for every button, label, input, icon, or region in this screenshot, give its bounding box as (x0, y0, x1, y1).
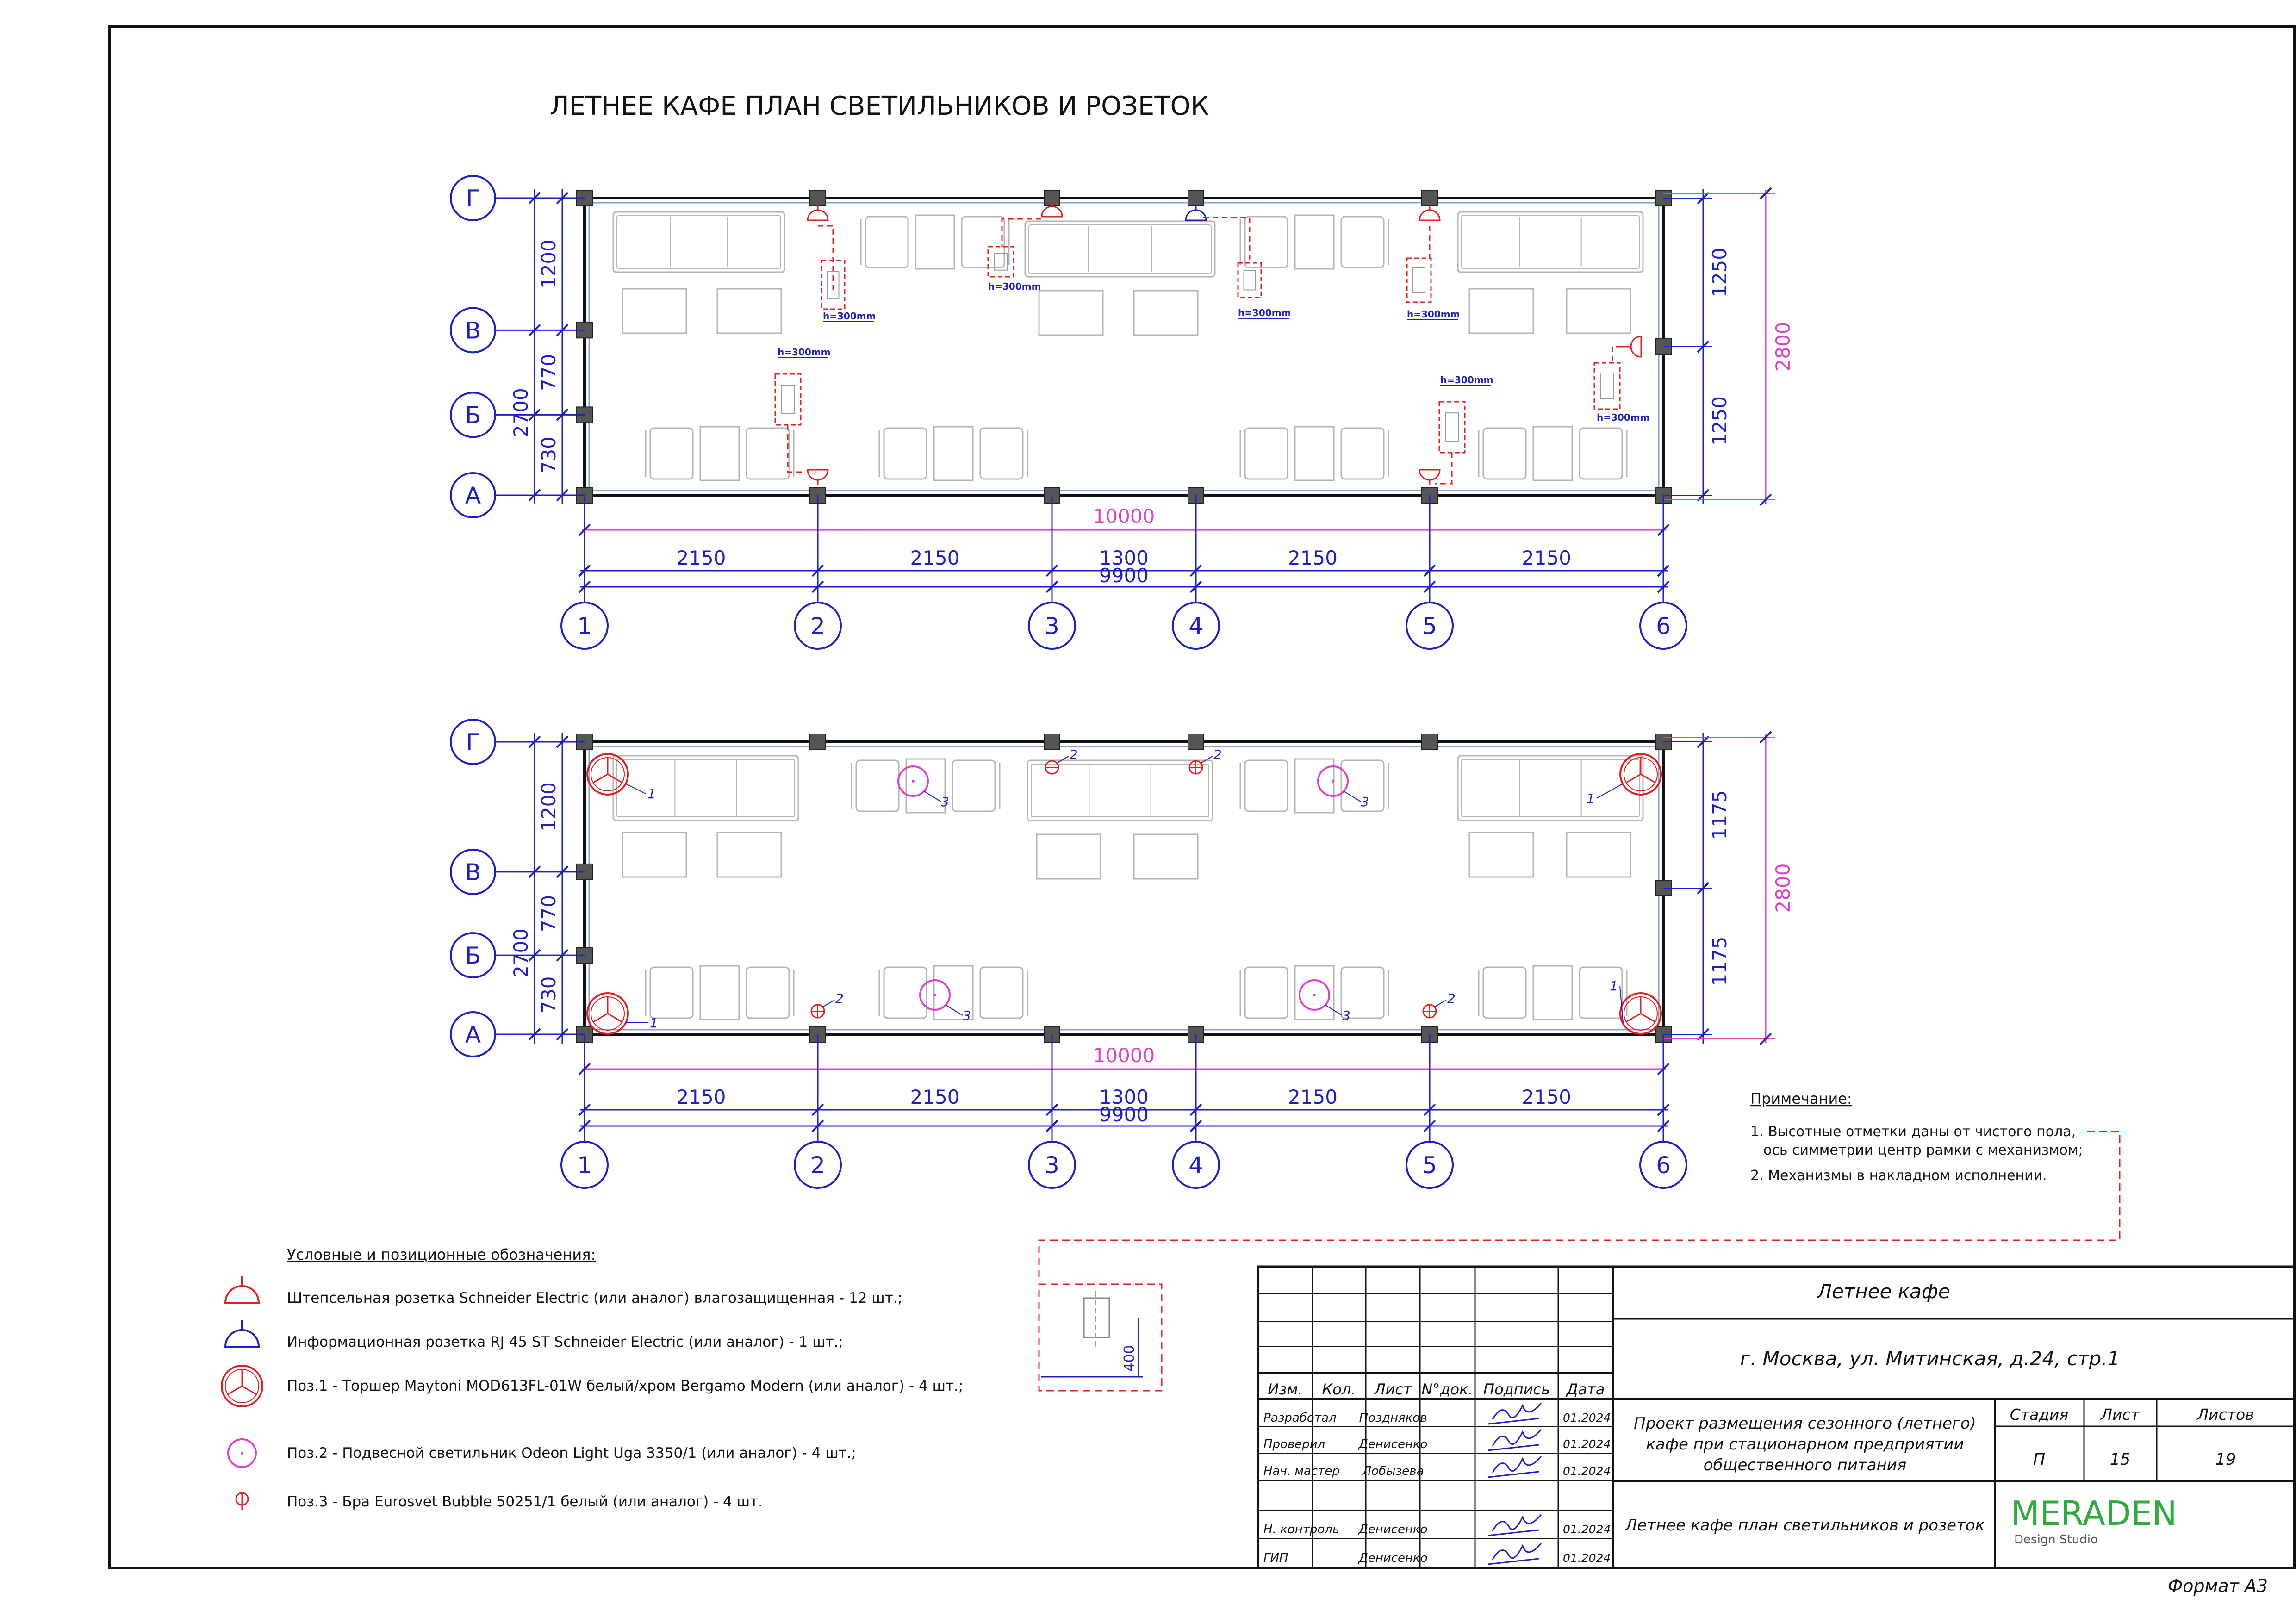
socket-box-icon (775, 374, 801, 425)
pendant-light-icon (1300, 980, 1350, 1023)
tb-signature (1488, 1543, 1541, 1564)
table (934, 427, 973, 480)
tb-project: Летнее кафе (1817, 1280, 1950, 1303)
table-set (1240, 427, 1388, 480)
coffee-table (1567, 833, 1630, 877)
dim-text: 2150 (676, 1086, 726, 1108)
socket-icon (808, 205, 828, 220)
leader (1597, 784, 1623, 798)
lamp-spoke (1641, 1014, 1655, 1022)
sofa-body (1458, 212, 1643, 272)
floor-lamp-icon (1610, 978, 1661, 1034)
position-tag: 3 (941, 794, 949, 809)
grid-label: 1 (577, 613, 592, 640)
chair (1483, 967, 1526, 1018)
column (1188, 190, 1204, 206)
grid-label: В (465, 858, 481, 886)
position-tag: 3 (1361, 794, 1369, 809)
legend-text: Поз.3 - Бра Eurosvet Bubble 50251/1 белый (или аналог) - 4 шт. (287, 1493, 763, 1510)
position-tag: 1 (650, 1015, 658, 1031)
tb-role: Нач. мастер (1263, 1464, 1340, 1478)
column (1044, 734, 1060, 750)
position-tag: 2 (1070, 747, 1078, 762)
grid-label: Г (466, 185, 480, 212)
dim-text: 770 (537, 354, 560, 391)
dim-text: 1250 (1708, 248, 1731, 297)
table-set (861, 215, 1009, 269)
legend-text: Поз.1 - Торшер Maytoni MOD613FL-01W белый/хром Bergamo Modern (или аналог) - 4 шт.; (287, 1378, 964, 1394)
overall-dim-text: 10000 (1093, 505, 1155, 528)
table (1533, 427, 1572, 480)
dim-text: 730 (537, 976, 560, 1014)
grid-label: 3 (1045, 613, 1059, 640)
chair (865, 217, 908, 267)
coffee-table (717, 289, 781, 333)
leader (946, 1005, 963, 1015)
cable (1002, 219, 1041, 247)
dim-text: 2150 (1522, 1086, 1571, 1108)
socket-box (1594, 363, 1620, 409)
tb-date: 01.2024 (1563, 1551, 1611, 1565)
socket-arc (1419, 210, 1440, 220)
socket-icon (1419, 205, 1440, 220)
floor-lamp-icon (1587, 754, 1661, 806)
grid-label: 6 (1656, 613, 1671, 640)
sockets-plan (451, 176, 1794, 649)
tb-signature (1488, 1430, 1541, 1450)
legend-item (228, 1439, 856, 1467)
height-label: h=300mm (1238, 307, 1291, 318)
tb-role: Разработал (1263, 1411, 1337, 1425)
socket-box (775, 374, 801, 425)
socket-box-inner (1446, 413, 1459, 442)
legend-item (236, 1493, 763, 1510)
grid-label: 4 (1188, 613, 1203, 640)
tb-stage-header: Лист (2101, 1405, 2140, 1424)
position-tag: 2 (835, 991, 844, 1006)
leader (1344, 791, 1361, 802)
table-set (646, 966, 794, 1020)
dim-text: 2150 (1288, 1086, 1338, 1108)
grid-label: 5 (1422, 613, 1437, 640)
dim-text: 2150 (910, 1086, 960, 1108)
legend-spoke (242, 1386, 256, 1394)
legend-item (225, 1320, 843, 1350)
company-subtitle: Design Studio (2014, 1533, 2098, 1547)
leader (823, 1000, 834, 1007)
tb-col-header: N°док. (1421, 1380, 1473, 1398)
position-tag: 1 (1610, 978, 1618, 994)
pendant-light-icon (920, 980, 971, 1023)
table-set (1240, 966, 1388, 1020)
socket-arc (1186, 210, 1206, 220)
note-item-2: 2. Механизмы в накладном исполнении. (1750, 1168, 2047, 1184)
sofa-cushion (1031, 764, 1209, 817)
sofa-body (1025, 221, 1215, 277)
height-label: h=300mm (778, 347, 831, 358)
chair (1245, 967, 1288, 1018)
chair (1341, 217, 1384, 267)
grid-label: Б (465, 402, 481, 429)
leader (1435, 1000, 1446, 1007)
tb-col-header: Изм. (1268, 1380, 1303, 1398)
dim-text: 1300 (1099, 1086, 1149, 1108)
leader (1201, 756, 1213, 763)
note-item-1: 1. Высотные отметки даны от чистого пола, (1750, 1124, 2076, 1140)
dim-text: 1200 (537, 782, 560, 832)
tb-stage-header: Стадия (2010, 1405, 2069, 1424)
coffee-table (1567, 289, 1630, 333)
chair (962, 217, 1004, 267)
dim-text: 2700 (510, 388, 532, 438)
dim-text: 730 (537, 436, 560, 474)
sofa (1458, 212, 1643, 272)
sofa-body (613, 212, 784, 272)
sofa-body (1027, 760, 1213, 821)
tb-name: Денисенко (1358, 1523, 1428, 1536)
leader (924, 791, 941, 802)
tb-role: Проверил (1263, 1437, 1325, 1451)
dim-text: 9900 (1099, 1103, 1149, 1126)
wall-light-icon (1189, 747, 1222, 774)
sofa-cushion (1462, 759, 1639, 817)
height-label: h=300mm (1597, 412, 1650, 423)
sheet-format: Формат А3 (2167, 1576, 2268, 1596)
legend-text: Поз.2 - Подвесной светильник Odeon Light Uga 3350/1 (или аналог) - 4 шт.; (287, 1445, 856, 1461)
sofa (1027, 760, 1213, 821)
legend-text: Информационная розетка RJ 45 ST Schneider Electric (или аналог) - 1 шт.; (287, 1334, 843, 1350)
height-label: h=300mm (1440, 374, 1493, 386)
socket-box-inner (1244, 271, 1256, 290)
dim-text: 1175 (1708, 790, 1731, 840)
socket-box-inner (1601, 373, 1614, 399)
table-set (879, 966, 1027, 1020)
detail-dim: 400 (1121, 1345, 1138, 1372)
chair (1483, 428, 1526, 479)
tb-col-header: Лист (1374, 1380, 1412, 1398)
dim-text: 1300 (1099, 547, 1149, 569)
chair (650, 428, 693, 479)
dim-text: 2150 (1522, 547, 1571, 569)
socket-box (988, 247, 1014, 277)
column (1188, 734, 1204, 750)
grid-label: В (465, 317, 481, 344)
socket-icon (1186, 205, 1206, 220)
grid-label: 2 (810, 1152, 825, 1179)
tb-signature (1488, 1456, 1541, 1477)
table (1533, 966, 1572, 1020)
socket-arc (1042, 206, 1062, 217)
chair (747, 428, 789, 479)
pendant-light-icon (228, 1439, 256, 1467)
title-block (1258, 1267, 2295, 1596)
coffee-table (1134, 291, 1198, 335)
cable (1612, 347, 1622, 361)
socket-icon (808, 470, 828, 485)
tb-date: 01.2024 (1563, 1437, 1611, 1451)
grid-label: 4 (1188, 1152, 1203, 1179)
table-set (1479, 427, 1627, 480)
sofa-cushion (617, 759, 795, 817)
overall-dim-text: 2800 (1772, 863, 1794, 913)
rj45-socket-icon (225, 1320, 259, 1347)
coffee-table (1469, 833, 1533, 877)
table-set (879, 427, 1027, 480)
lamp-spoke (608, 1014, 622, 1022)
pendant-dot (1313, 994, 1316, 996)
socket-icon (1631, 336, 1641, 357)
dim-text: 770 (537, 895, 560, 933)
chair (1580, 428, 1622, 479)
chair (1245, 428, 1288, 479)
column (810, 734, 826, 750)
grid-label: А (465, 482, 481, 509)
socket-box-inner (1413, 268, 1425, 292)
tb-col-header: Дата (1566, 1380, 1605, 1398)
tb-name: Денисенко (1358, 1437, 1428, 1451)
lamp-spoke (1626, 774, 1641, 783)
socket-box (1439, 402, 1465, 453)
socket-arc (1419, 470, 1440, 480)
grid-label: 3 (1045, 1152, 1059, 1179)
dim-text: 2700 (510, 928, 532, 978)
wall-light-icon (1045, 747, 1078, 774)
tb-stage-value: 19 (2215, 1450, 2236, 1469)
tb-date: 01.2024 (1563, 1523, 1611, 1536)
column (1422, 734, 1437, 750)
wall-light-icon (811, 991, 844, 1018)
table-set (1240, 215, 1388, 269)
table (915, 215, 954, 269)
position-tag: 1 (1587, 791, 1595, 806)
lamp-spoke (1626, 1014, 1641, 1022)
legend-dot (241, 1452, 243, 1455)
pendant-dot (933, 994, 936, 996)
legend-item (222, 1366, 963, 1406)
grid-label: 2 (810, 613, 825, 640)
pendant-light-icon (1318, 766, 1369, 809)
leader (625, 784, 646, 794)
grid-label: Г (466, 729, 480, 756)
tb-description: общественного питания (1703, 1456, 1907, 1474)
glazing-line (589, 746, 1659, 1030)
sofa-body (613, 756, 798, 821)
wall-light-icon (1423, 991, 1456, 1018)
socket-detail (1039, 1284, 1162, 1391)
tb-stage-value: П (2033, 1450, 2046, 1469)
socket-box-inner (782, 385, 795, 414)
chair (1245, 217, 1288, 267)
grid-label: Б (465, 942, 481, 970)
sheet-title: ЛЕТНЕЕ КАФЕ ПЛАН СВЕТИЛЬНИКОВ И РОЗЕТОК (549, 91, 1209, 121)
tb-col-header: Подпись (1483, 1380, 1550, 1398)
tb-role: ГИП (1263, 1551, 1288, 1565)
height-label: h=300mm (823, 311, 876, 322)
chair (952, 760, 995, 811)
floor-lamp-icon (222, 1366, 262, 1406)
table (1295, 966, 1334, 1020)
lamp-spoke (593, 774, 608, 783)
legend-item (225, 1276, 902, 1306)
chair (980, 428, 1023, 479)
chair (650, 967, 693, 1018)
lamp-spoke (608, 774, 622, 783)
tb-date: 01.2024 (1563, 1464, 1611, 1478)
grid-label: 1 (577, 1152, 592, 1179)
cable (1435, 453, 1452, 484)
chair (1245, 760, 1288, 811)
tb-name: Денисенко (1358, 1551, 1428, 1565)
coffee-table (717, 833, 781, 877)
overall-dim-text: 2800 (1772, 322, 1794, 372)
socket-box (1407, 258, 1431, 302)
socket-arc (808, 470, 828, 480)
legend-text: Штепсельная розетка Schneider Electric (или аналог) влагозащищенная - 12 шт.; (287, 1290, 902, 1306)
chair (1341, 428, 1384, 479)
sofa-cushion (1462, 216, 1639, 268)
coffee-table (622, 289, 686, 333)
legend-heading: Условные и позиционные обозначения: (287, 1246, 596, 1263)
dim-text: 1200 (537, 239, 560, 289)
sofa-cushion (1029, 225, 1211, 273)
legend-spoke (228, 1386, 242, 1394)
tb-name: Лобызева (1362, 1464, 1424, 1478)
socket-box-icon (1407, 258, 1431, 302)
lighting-plan (451, 720, 1794, 1188)
height-label: h=300mm (988, 281, 1041, 292)
cable (1203, 218, 1250, 263)
sofa (613, 756, 798, 821)
socket-icon (1419, 470, 1440, 485)
grid-label: А (465, 1021, 481, 1048)
dim-text: 2150 (676, 547, 726, 569)
glazing-line (589, 203, 1659, 491)
socket-box-icon (1594, 363, 1620, 409)
chair (747, 967, 789, 1018)
socket-box-icon (988, 247, 1014, 277)
tb-role: Н. контроль (1263, 1523, 1340, 1536)
cable (818, 226, 833, 291)
sofa (613, 212, 784, 272)
tb-description: Проект размещения сезонного (летнего) (1634, 1414, 1976, 1433)
tb-stage-header: Листов (2197, 1405, 2254, 1424)
coffee-table (1037, 834, 1101, 879)
tb-description: кафе при стационарном предприятии (1646, 1435, 1964, 1454)
cable (788, 425, 805, 472)
table (700, 966, 739, 1020)
floor-lamp-icon (587, 754, 656, 802)
tb-address: г. Москва, ул. Митинская, д.24, стр.1 (1740, 1347, 2120, 1370)
coffee-table (1134, 834, 1198, 879)
table (1295, 215, 1334, 269)
position-tag: 1 (647, 786, 656, 802)
table-set (646, 427, 794, 480)
coffee-table (1039, 291, 1103, 335)
position-tag: 3 (1342, 1008, 1350, 1023)
table (700, 427, 739, 480)
position-tag: 3 (963, 1008, 971, 1023)
legend-arc (225, 1330, 259, 1347)
leader (1058, 756, 1069, 763)
tb-col-header: Кол. (1322, 1380, 1356, 1398)
table-set (1479, 966, 1627, 1020)
sofa-cushion (617, 216, 781, 268)
legend (222, 1246, 963, 1510)
dim-text: 1175 (1708, 936, 1731, 986)
pendant-dot (912, 780, 915, 783)
coffee-table (1469, 289, 1533, 333)
note-heading: Примечание: (1750, 1090, 1852, 1107)
overall-dim-text: 10000 (1093, 1044, 1155, 1067)
table (1295, 427, 1334, 480)
height-label: h=300mm (1407, 309, 1460, 320)
sofa (1025, 221, 1215, 277)
lamp-spoke (593, 1014, 608, 1022)
dim-text: 2150 (910, 547, 960, 569)
tb-name: Поздняков (1359, 1411, 1427, 1425)
legend-arc (225, 1286, 259, 1303)
dim-text: 2150 (1288, 547, 1338, 569)
socket-arc (808, 210, 828, 220)
table-set (852, 759, 1000, 813)
grid-label: 5 (1422, 1152, 1437, 1179)
coffee-table (622, 833, 686, 877)
wall-light-icon (236, 1493, 248, 1510)
grid-label: 6 (1656, 1152, 1671, 1179)
dim-text: 9900 (1099, 564, 1149, 587)
tb-stage-value: 15 (2109, 1450, 2131, 1469)
column (1422, 190, 1437, 206)
note-item-1b: ось симметрии центр рамки с механизмом; (1763, 1142, 2083, 1158)
chair (856, 760, 899, 811)
tb-date: 01.2024 (1563, 1411, 1611, 1424)
pendant-dot (1332, 780, 1334, 783)
chair (884, 428, 927, 479)
socket-box-icon (1439, 402, 1465, 453)
position-tag: 2 (1447, 991, 1456, 1006)
tb-signature (1488, 1515, 1541, 1536)
company-logo: MERADEN (2011, 1494, 2177, 1533)
tb-signature (1488, 1403, 1541, 1424)
dim-text: 1250 (1708, 396, 1731, 446)
socket-icon (225, 1276, 259, 1303)
chair (980, 967, 1023, 1018)
column (810, 190, 826, 206)
floor-lamp-icon (587, 993, 658, 1034)
position-tag: 2 (1213, 747, 1222, 762)
tb-sheet-title: Летнее кафе план светильников и розеток (1625, 1516, 1985, 1535)
